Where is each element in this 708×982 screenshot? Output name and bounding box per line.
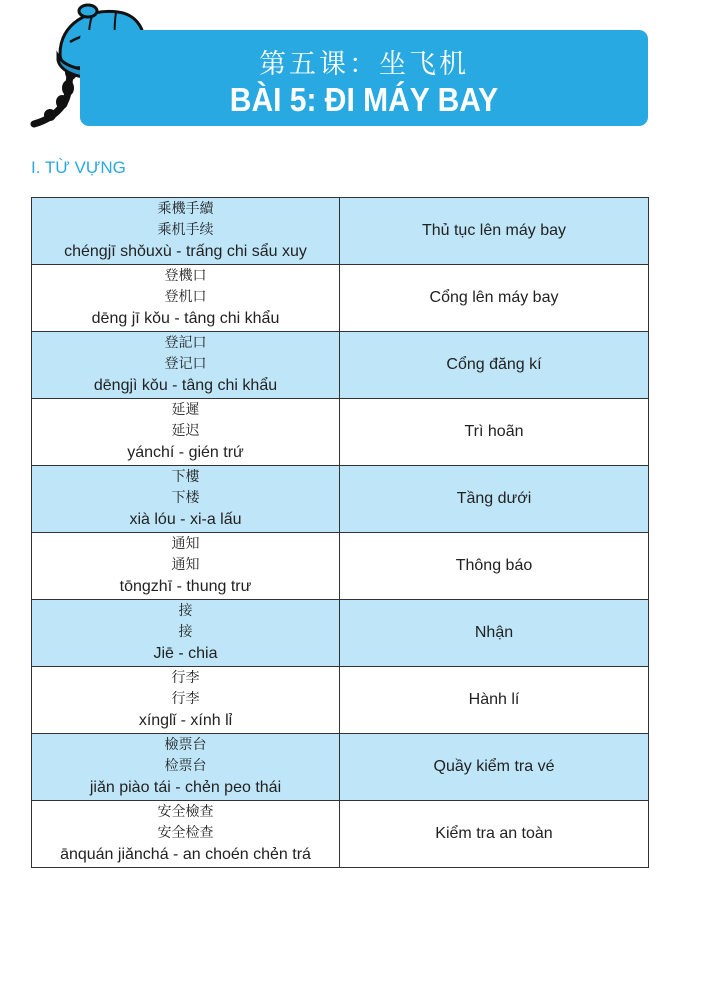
vietnamese-meaning: Cổng lên máy bay [429,289,559,306]
traditional-chinese: 接 [178,603,193,619]
traditional-chinese: 乘機手續 [157,201,214,217]
simplified-chinese: 检票台 [164,758,207,774]
simplified-chinese: 安全检查 [157,825,214,841]
table-row [32,198,649,265]
traditional-chinese: 安全檢查 [157,804,214,820]
pinyin-pronunciation: dēngjì kǒu - tâng chi khẩu [93,377,278,394]
term-cell [32,600,340,667]
term-cell [32,801,340,868]
table-row [32,332,649,399]
pinyin-pronunciation: dēng jī kǒu - tâng chi khẩu [91,310,280,327]
simplified-chinese: 行李 [171,691,200,707]
term-cell [32,265,340,332]
pinyin-pronunciation: xià lóu - xi-a lấu [129,511,242,528]
vietnamese-meaning: Trì hoãn [464,423,524,440]
pinyin-pronunciation: jiǎn piào tái - chẻn peo thái [89,779,282,796]
pinyin-pronunciation: Jiē - chia [153,645,218,662]
traditional-chinese: 登記口 [164,335,207,351]
table-row [32,399,649,466]
pinyin-pronunciation: ānquán jiǎnchá - an choén chẻn trá [60,846,311,863]
simplified-chinese: 接 [178,624,193,640]
simplified-chinese: 下楼 [171,490,200,506]
meaning-cell [340,198,649,265]
term-cell [32,466,340,533]
lesson-title-vietnamese: BÀI 5: ĐI MÁY BAY [229,82,499,119]
meaning-cell [340,667,649,734]
traditional-chinese: 檢票台 [164,737,207,753]
vietnamese-meaning: Cổng đăng kí [446,356,542,373]
vietnamese-meaning: Thông báo [455,557,533,574]
simplified-chinese: 通知 [171,557,200,573]
pinyin-pronunciation: xínglǐ - xính lỉ [138,712,233,729]
meaning-cell [340,265,649,332]
meaning-cell [340,533,649,600]
simplified-chinese: 登记口 [164,356,207,372]
simplified-chinese: 登机口 [164,289,207,305]
lesson-title-chinese: 第五课：坐飞机 [259,49,469,80]
vietnamese-meaning: Nhận [474,624,514,641]
term-cell [32,667,340,734]
meaning-cell [340,801,649,868]
section-heading: I. TỪ VỰNG [31,158,126,177]
traditional-chinese: 延遲 [171,402,200,418]
vietnamese-meaning: Tầng dưới [456,490,532,507]
meaning-cell [340,466,649,533]
traditional-chinese: 通知 [171,536,200,552]
table-row [32,265,649,332]
term-cell [32,533,340,600]
pinyin-pronunciation: tōngzhī - thung trư [119,578,252,595]
vietnamese-meaning: Thủ tục lên máy bay [421,222,567,239]
vietnamese-meaning: Kiểm tra an toàn [435,825,553,842]
pinyin-pronunciation: yánchí - gién trứ [127,444,244,461]
simplified-chinese: 延迟 [171,423,200,439]
table-row [32,801,649,868]
term-cell [32,332,340,399]
term-cell [32,198,340,265]
vietnamese-meaning: Quầy kiểm tra vé [433,758,555,775]
traditional-chinese: 下樓 [171,469,200,485]
table-row [32,734,649,801]
vocabulary-table [31,197,649,868]
table-row [32,600,649,667]
simplified-chinese: 乘机手续 [157,222,214,238]
meaning-cell [340,399,649,466]
table-row [32,466,649,533]
meaning-cell [340,332,649,399]
table-row [32,533,649,600]
traditional-chinese: 登機口 [164,268,207,284]
vietnamese-meaning: Hành lí [468,691,520,708]
meaning-cell [340,600,649,667]
term-cell [32,399,340,466]
traditional-chinese: 行李 [171,670,200,686]
term-cell [32,734,340,801]
table-row [32,667,649,734]
meaning-cell [340,734,649,801]
pinyin-pronunciation: chéngjī shǒuxù - trấng chi sẩu xuy [64,243,307,260]
